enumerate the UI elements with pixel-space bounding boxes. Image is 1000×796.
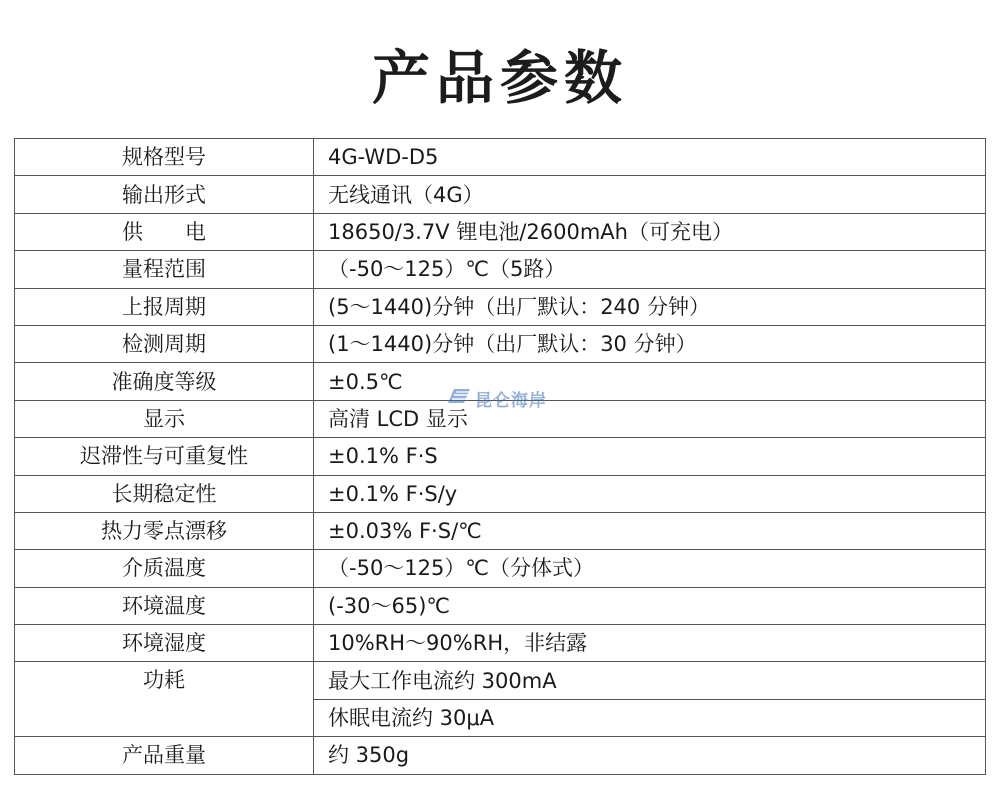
spec-label: 环境温度: [15, 587, 314, 624]
spec-value: 10%RH～90%RH，非结露: [314, 625, 986, 662]
spec-label-weight: 产品重量: [15, 737, 314, 774]
spec-value: ±0.1% F·S: [314, 438, 986, 475]
spec-label: 供 电: [15, 213, 314, 250]
table-row: [15, 625, 986, 662]
spec-label: 输出形式: [15, 176, 314, 213]
spec-table: [14, 138, 986, 775]
spec-value-power-max: 最大工作电流约 300mA: [314, 662, 986, 699]
table-row: [15, 512, 986, 549]
spec-label: 迟滞性与可重复性: [15, 438, 314, 475]
spec-label: 热力零点漂移: [15, 512, 314, 549]
spec-value: （-50～125）℃（5路）: [314, 251, 986, 288]
spec-value: 无线通讯（4G）: [314, 176, 986, 213]
page-title: 产品参数: [371, 44, 628, 112]
table-row: [15, 325, 986, 362]
spec-value-weight: 约 350g: [314, 737, 986, 774]
spec-value: (-30～65)℃: [314, 587, 986, 624]
spec-value-power-sleep: 休眠电流约 30μA: [314, 699, 986, 736]
spec-value: （-50～125）℃（分体式）: [314, 550, 986, 587]
table-row: [15, 737, 986, 774]
spec-value: (1～1440)分钟（出厂默认：30 分钟）: [314, 325, 986, 362]
table-row: [15, 587, 986, 624]
spec-label: 量程范围: [15, 251, 314, 288]
table-row: [15, 438, 986, 475]
table-row: [15, 550, 986, 587]
watermark-text: 昆仑海岸: [475, 390, 547, 411]
spec-value: (5～1440)分钟（出厂默认：240 分钟）: [314, 288, 986, 325]
watermark: [446, 385, 547, 411]
spec-value: ±0.03% F·S/℃: [314, 512, 986, 549]
spec-value: 高清 LCD 显示: [314, 400, 986, 437]
spec-label: 准确度等级: [15, 363, 314, 400]
spec-value: 4G-WD-D5: [314, 139, 986, 176]
table-row: [15, 176, 986, 213]
spec-value: ±0.5℃: [314, 363, 986, 400]
spec-label: 规格型号: [15, 139, 314, 176]
table-row: [15, 475, 986, 512]
table-row: [15, 139, 986, 176]
spec-value: ±0.1% F·S/y: [314, 475, 986, 512]
spec-label: 检测周期: [15, 325, 314, 362]
table-row: [15, 251, 986, 288]
spec-label: 介质温度: [15, 550, 314, 587]
spec-value: 18650/3.7V 锂电池/2600mAh（可充电）: [314, 213, 986, 250]
spec-label: 长期稳定性: [15, 475, 314, 512]
spec-label: 显示: [15, 400, 314, 437]
spec-label-power: 功耗: [15, 662, 314, 737]
table-row: [15, 288, 986, 325]
wing-logo-icon: [446, 387, 472, 409]
table-row: [15, 662, 986, 699]
table-row: [15, 213, 986, 250]
spec-label: 环境湿度: [15, 625, 314, 662]
spec-label: 上报周期: [15, 288, 314, 325]
